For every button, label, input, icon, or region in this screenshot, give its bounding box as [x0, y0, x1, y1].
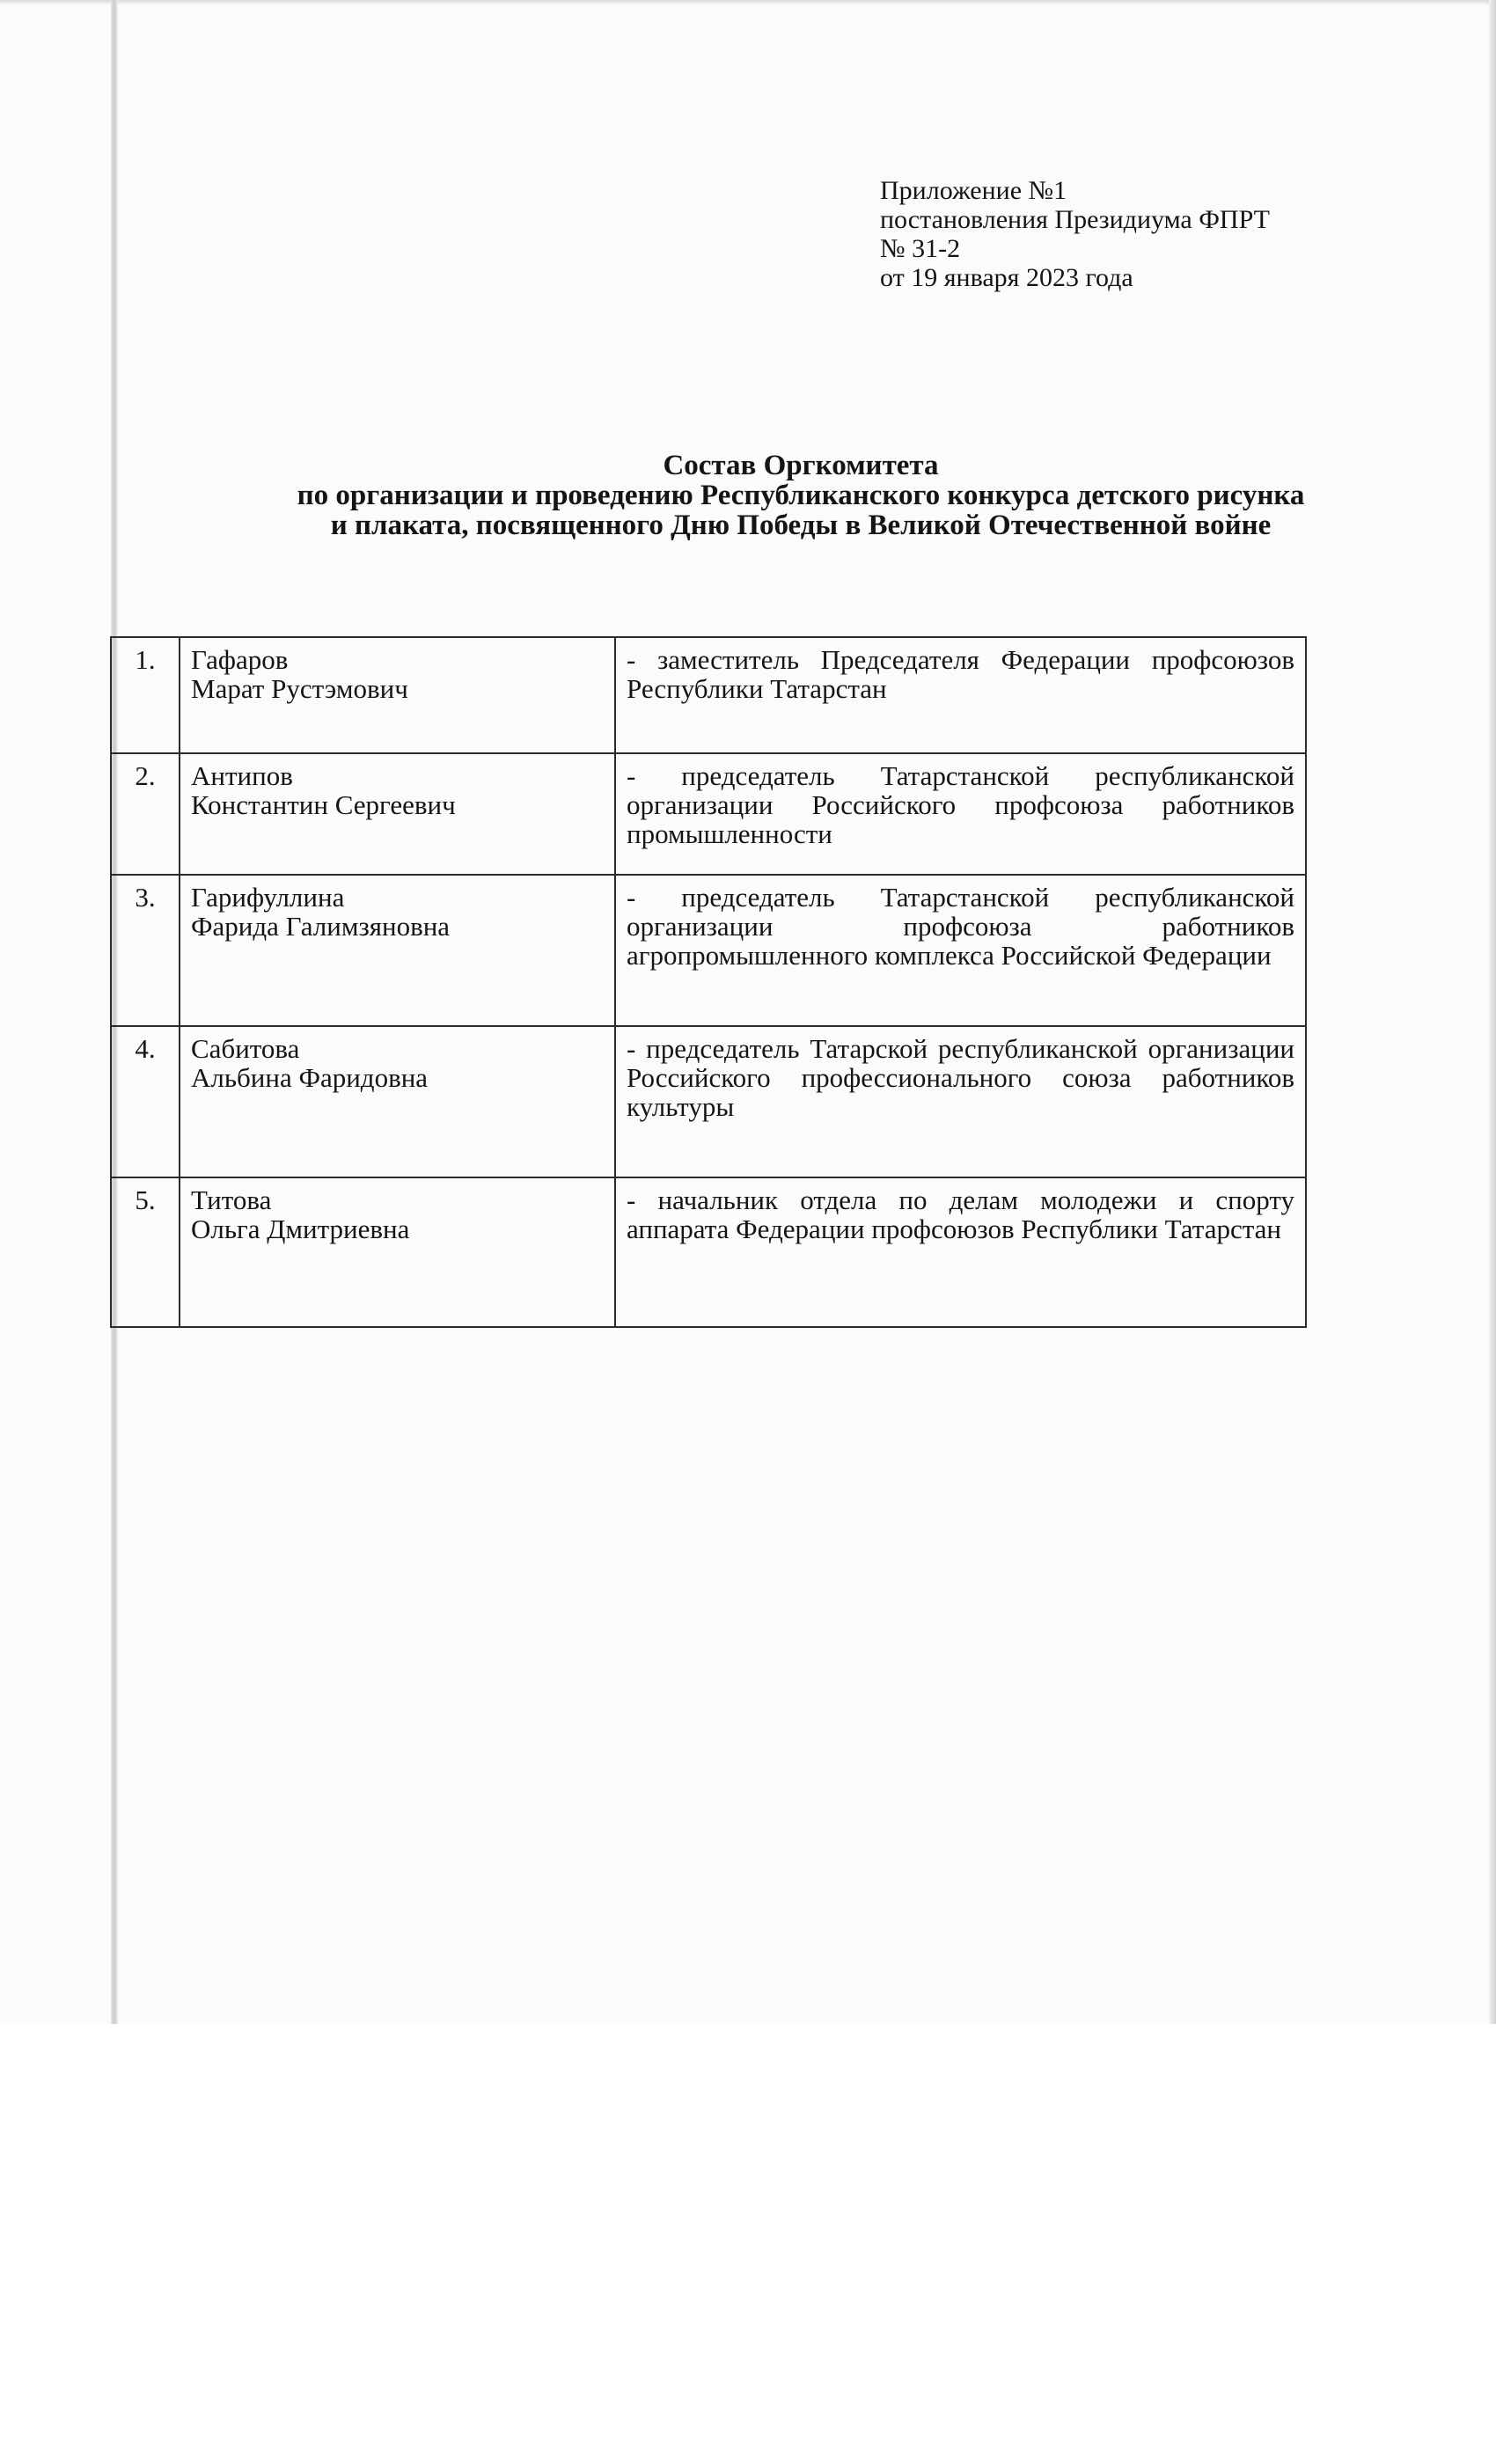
document-title — [158, 451, 1443, 540]
member-name — [180, 1177, 615, 1327]
title-line: Состав Оргкомитета — [663, 450, 939, 481]
title-line: и плаката, посвященного Дню Победы в Великой Отечественной войне — [330, 510, 1272, 541]
appendix-line: № 31-2 — [880, 234, 961, 263]
member-given-names: Ольга Дмитриевна — [191, 1214, 410, 1244]
member-given-names: Константин Сергеевич — [191, 789, 456, 820]
scan-right-edge — [1489, 0, 1496, 2024]
member-surname: Титова — [191, 1184, 272, 1215]
table-row — [111, 875, 1306, 1026]
member-number: 3. — [111, 875, 180, 1026]
member-given-names: Альбина Фаридовна — [191, 1062, 429, 1093]
title-line: по организации и проведению Республиканского конкурса детского рисунка — [297, 480, 1305, 511]
member-surname: Гафаров — [191, 644, 289, 675]
table-row — [111, 1177, 1306, 1327]
member-position: - председатель Татарской республиканской организации Российского профессионального союза работников культуры — [615, 1026, 1306, 1177]
member-number: 2. — [111, 753, 180, 875]
member-name — [180, 875, 615, 1026]
member-given-names: Фарида Галимзяновна — [191, 911, 451, 942]
committee-table — [110, 636, 1307, 1328]
member-position: - начальник отдела по делам молодежи и спорту аппарата Федерации профсоюзов Республики Татарстан — [615, 1177, 1306, 1327]
table-row — [111, 1026, 1306, 1177]
table-row — [111, 753, 1306, 875]
appendix-line: Приложение №1 — [880, 176, 1067, 205]
member-name — [180, 1026, 615, 1177]
appendix-header — [880, 176, 1270, 292]
member-surname: Антипов — [191, 760, 293, 791]
scan-top-edge — [0, 0, 1496, 5]
member-given-names: Марат Рустэмович — [191, 673, 408, 704]
member-number: 1. — [111, 637, 180, 753]
member-number: 5. — [111, 1177, 180, 1327]
member-position: - председатель Татарстанской республиканской организации профсоюза работников агропромышленного комплекса Российской Федерации — [615, 875, 1306, 1026]
member-name — [180, 637, 615, 753]
member-position: - председатель Татарстанской республиканской организации Российского профсоюза работников промышленности — [615, 753, 1306, 875]
member-number: 4. — [111, 1026, 180, 1177]
appendix-line: постановления Президиума ФПРТ — [880, 205, 1270, 234]
appendix-line: от 19 января 2023 года — [880, 263, 1133, 292]
member-surname: Сабитова — [191, 1033, 300, 1064]
member-position: - заместитель Председателя Федерации профсоюзов Республики Татарстан — [615, 637, 1306, 753]
table-row — [111, 637, 1306, 753]
member-name — [180, 753, 615, 875]
member-surname: Гарифуллина — [191, 882, 345, 913]
